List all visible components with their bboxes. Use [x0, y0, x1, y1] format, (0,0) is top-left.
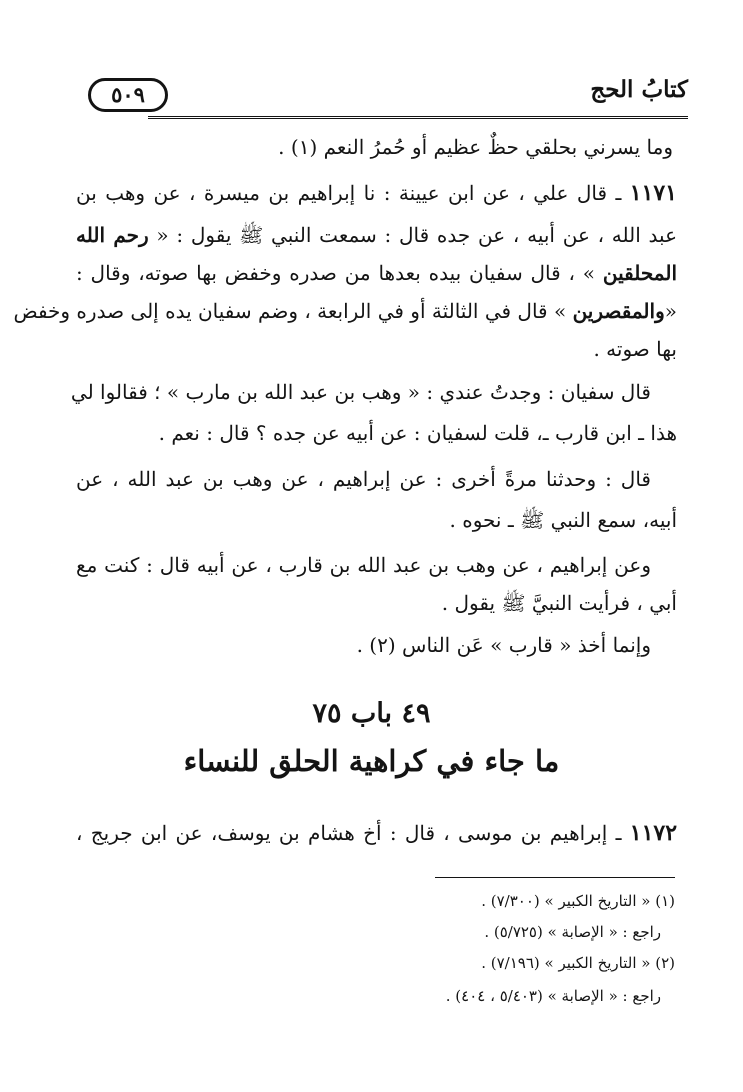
- hadith-1171-line-5: بها صوته .: [593, 337, 677, 361]
- hadith-1171-line-3: [76, 258, 677, 288]
- footnote-1-ref: راجع : « الإصابة » (٥/٧٢٥) .: [484, 923, 661, 941]
- hadith-1172-text-1: ـ إبراهيم بن موسى ، قال : أخ هشام بن يوسف، عن ابن جريج ،: [76, 821, 622, 845]
- hadith-1171-text-3a: المحلقين: [602, 261, 677, 285]
- paragraph-3-line-1: قال : وحدثنا مرةً أخرى : عن إبراهيم ، عن وهب بن عبد الله ، عن: [76, 467, 651, 491]
- paragraph-2-line-2: هذا ـ ابن قارب ـ، قلت لسفيان : عن أبيه عن جده ؟ قال : نعم .: [158, 421, 677, 445]
- header-rule: [148, 116, 688, 119]
- hadith-1172-line-1: [76, 818, 677, 848]
- hadith-1171-text-2a: عبد الله ، عن أبيه ، عن جده قال : سمعت النبي ﷺ يقول : «: [156, 223, 678, 247]
- footnote-separator: [435, 877, 675, 878]
- hadith-1171-line-1: [76, 178, 677, 208]
- book-title: كتابُ الحج: [590, 76, 688, 103]
- hadith-number-1172: ١١٧٢: [629, 820, 678, 846]
- page-header: [78, 68, 688, 116]
- hadith-1171-text-4a: «: [664, 299, 677, 323]
- hadith-1171-text-4c: » قال في الثالثة أو في الرابعة ، وضم سفيان يده إلى صدره وخفض: [13, 299, 567, 323]
- paragraph-4-line-2: أبي ، فرأيت النبيَّ ﷺ يقول .: [441, 591, 677, 615]
- page-number-badge: [88, 78, 168, 112]
- hadith-1171-text-3b: » ، قال سفيان بيده بعدها من صدره وخفض بها صوته، وقال :: [76, 261, 596, 285]
- footnote-2-ref: راجع : « الإصابة » (٥/٤٠٣ ، ٤٠٤) .: [445, 987, 661, 1005]
- hadith-1171-text-4b: والمقصرين: [572, 299, 665, 323]
- hadith-1171-line-2: [76, 220, 677, 250]
- paragraph-3-line-2: أبيه، سمع النبي ﷺ ـ نحوه .: [449, 508, 677, 532]
- paragraph-5-line-1: وإنما أخذ « قارب » عَن الناس (٢) .: [356, 633, 651, 657]
- hadith-1171-text-2b: رحم الله: [76, 223, 149, 247]
- paragraph-4-line-1: وعن إبراهيم ، عن وهب بن عبد الله بن قارب ، عن أبيه قال : كنت مع: [76, 553, 651, 577]
- hadith-number-1171: ١١٧١: [629, 180, 677, 206]
- text-line-1: وما يسرني بحلقي حظٌ عظيم أو حُمرُ النعم (١) .: [278, 135, 673, 159]
- hadith-1171-line-4: [13, 296, 677, 326]
- footnote-1: (١) « التاريخ الكبير » (٧/٣٠٠) .: [481, 892, 675, 910]
- paragraph-2-line-1: قال سفيان : وجدتُ عندي : « وهب بن عبد الله بن مارب » ؛ فقالوا لي: [70, 380, 651, 404]
- footnote-2: (٢) « التاريخ الكبير » (٧/١٩٦) .: [481, 954, 675, 972]
- hadith-1171-text-1: ـ قال علي ، عن ابن عيينة : نا إبراهيم بن ميسرة ، عن وهب بن: [76, 181, 622, 205]
- chapter-title: ما جاء في كراهية الحلق للنساء: [183, 744, 560, 778]
- page-number: ٥٠٩: [111, 82, 145, 107]
- chapter-number: ٤٩ باب ٧٥: [312, 698, 431, 729]
